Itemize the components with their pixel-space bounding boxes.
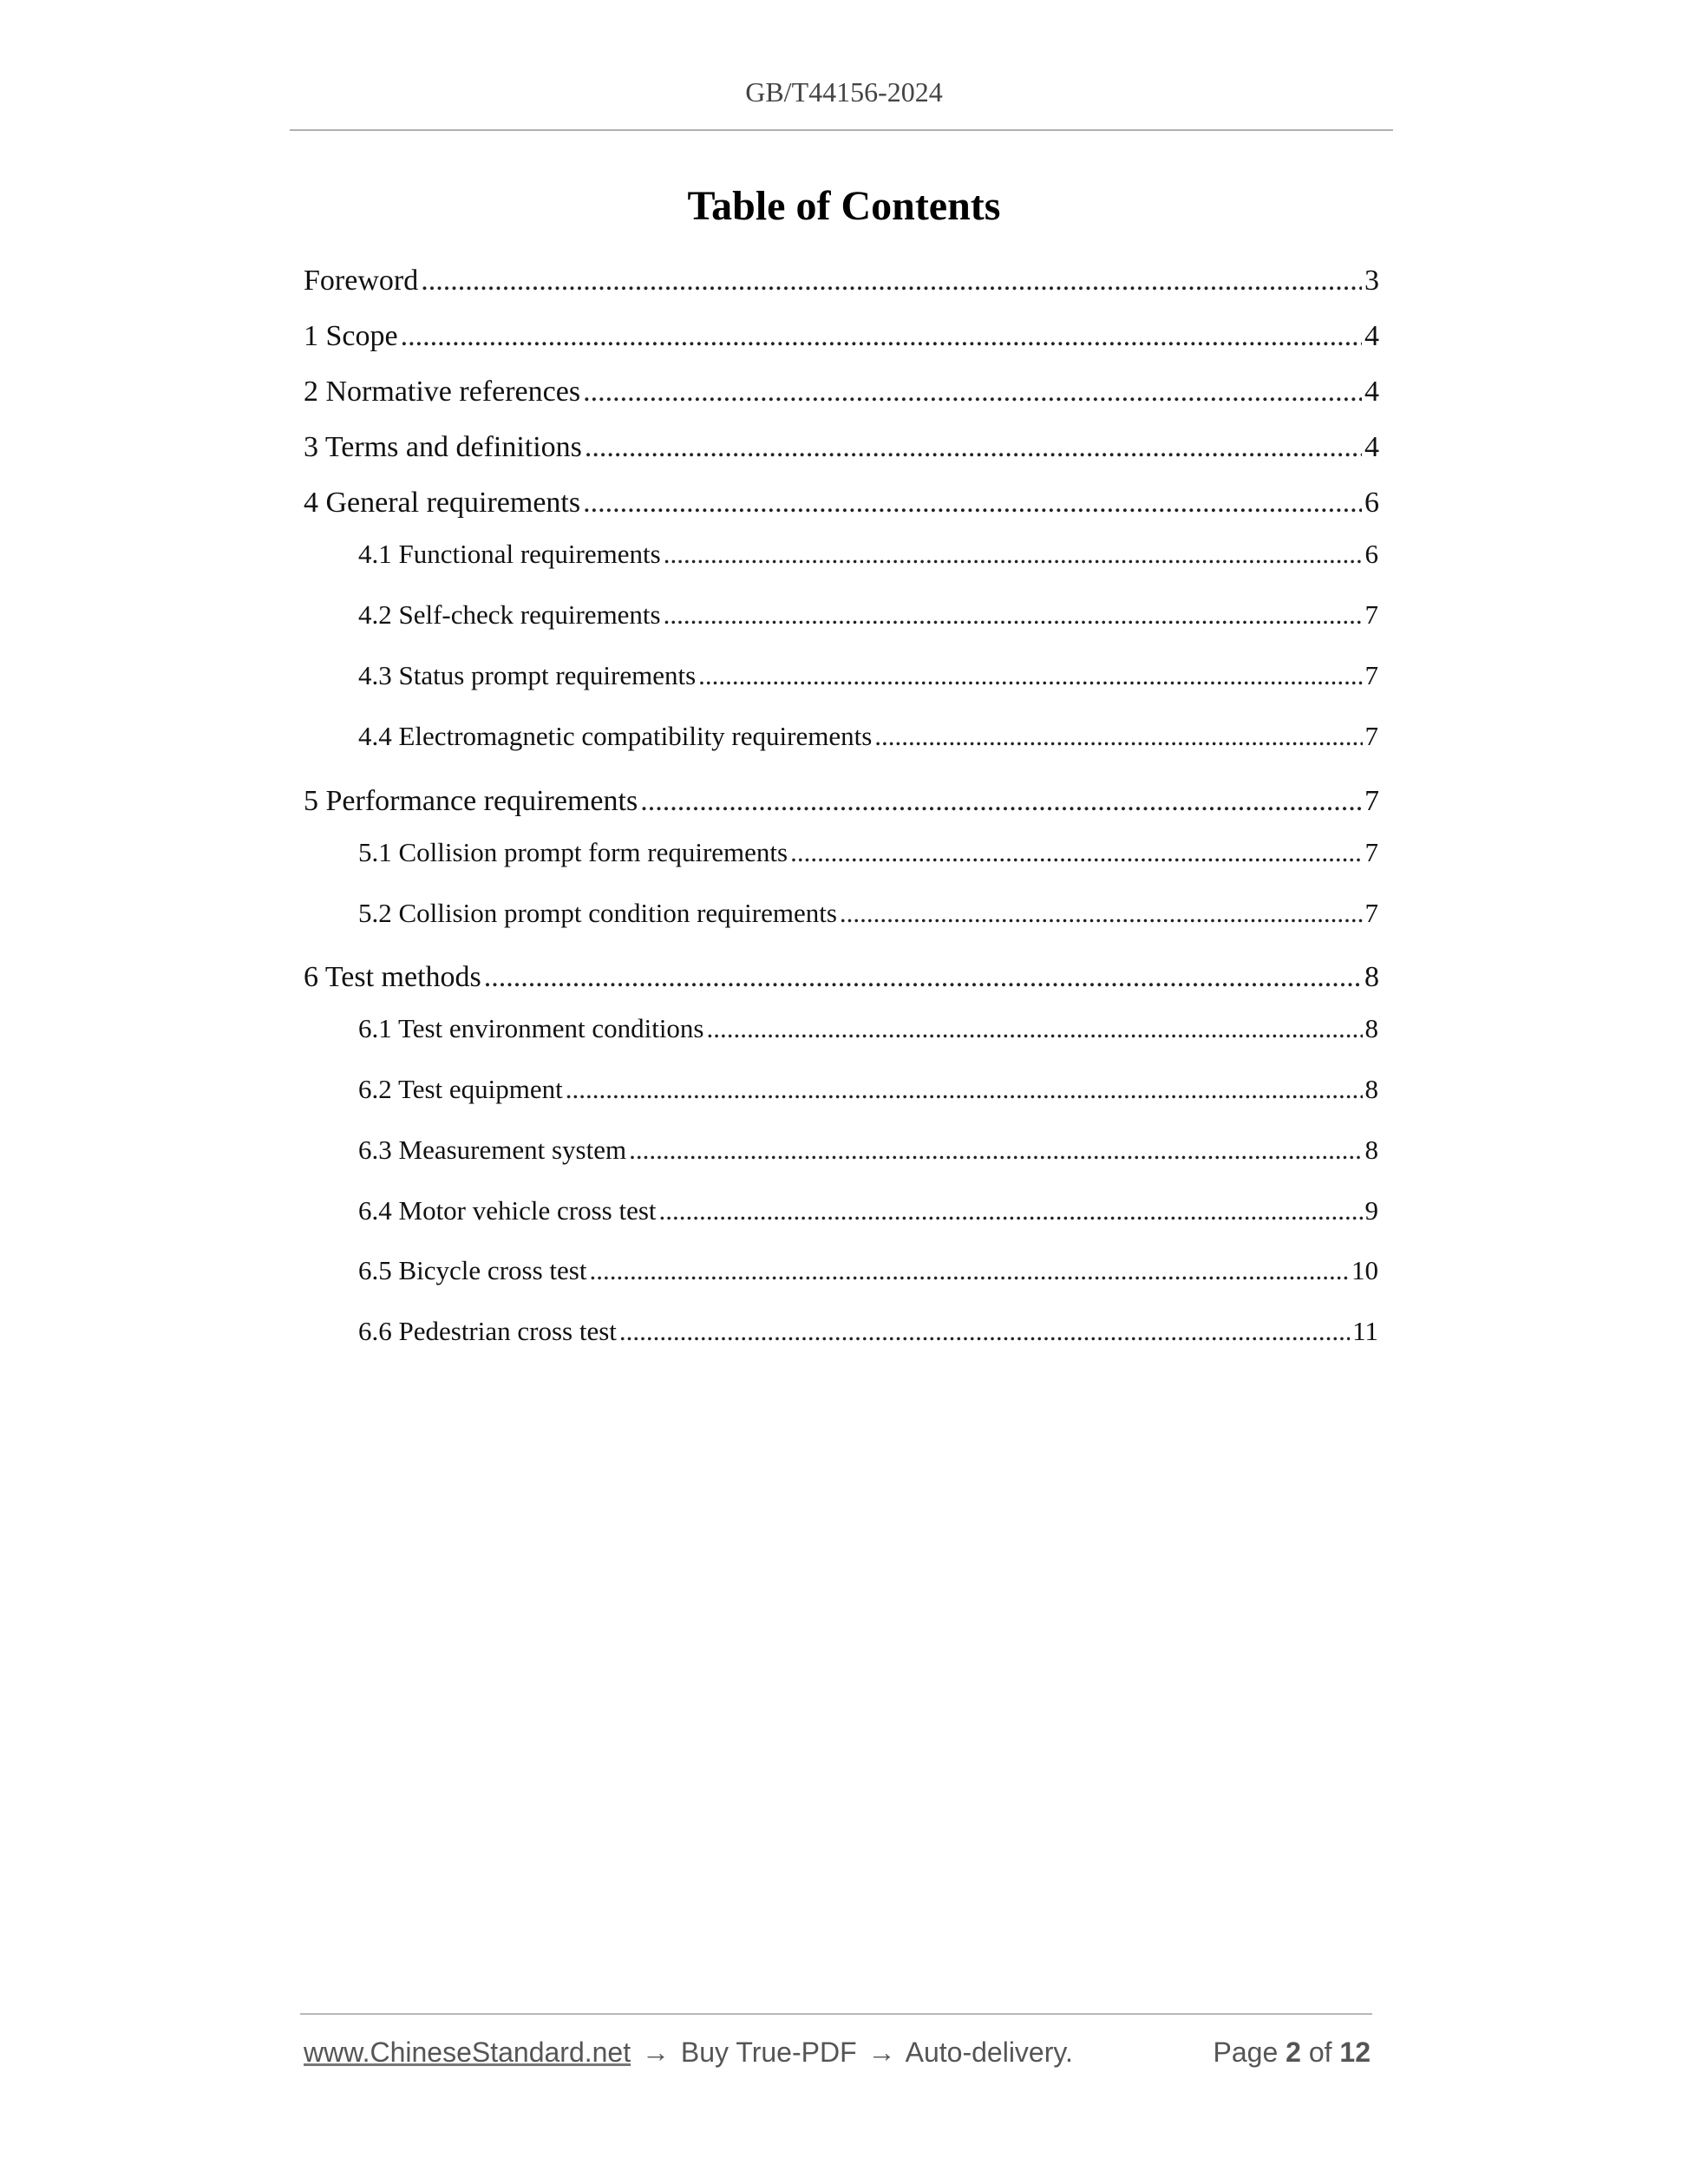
- toc-leader-dots: [640, 782, 1362, 821]
- toc-leader-dots: [664, 537, 1363, 572]
- toc-entry-label: Foreword: [304, 265, 419, 297]
- toc-entry-label: 6.5 Bicycle cross test: [358, 1255, 587, 1285]
- toc-leader-dots: [619, 1314, 1350, 1349]
- toc-entry-collision-prompt-form[interactable]: [358, 835, 1378, 870]
- toc-entry-label: 6 Test methods: [304, 961, 481, 993]
- toc-entry-test-equipment[interactable]: [358, 1072, 1378, 1107]
- toc-leader-dots: [707, 1011, 1363, 1046]
- toc-entry-emc-requirements[interactable]: [358, 719, 1378, 754]
- toc-entry-label: 5 Performance requirements: [304, 785, 638, 817]
- toc-entry-page: 10: [1351, 1255, 1378, 1285]
- toc-leader-dots: [484, 958, 1362, 997]
- toc-entry-page: 4: [1364, 320, 1379, 352]
- toc-entry-page: 4: [1364, 376, 1379, 408]
- toc-entry-measurement-system[interactable]: [358, 1133, 1378, 1167]
- total-pages-number: 12: [1339, 2037, 1371, 2068]
- toc-entry-page: 6: [1364, 539, 1378, 569]
- toc-leader-dots: [664, 598, 1363, 632]
- footer-promo: [304, 2033, 1073, 2071]
- toc-entry-pedestrian-cross-test[interactable]: [358, 1314, 1378, 1349]
- toc-entry-label: 5.1 Collision prompt form requirements: [358, 837, 788, 867]
- footer: [304, 2033, 1371, 2071]
- toc-leader-dots: [566, 1072, 1363, 1107]
- toc-leader-dots: [874, 719, 1362, 754]
- toc-leader-dots: [790, 835, 1362, 870]
- toc-entry-functional-requirements[interactable]: [358, 537, 1378, 572]
- toc-entry-label: 6.3 Measurement system: [358, 1135, 627, 1165]
- of-word: of: [1308, 2037, 1332, 2068]
- header-divider: [290, 129, 1393, 131]
- toc-entry-label: 4.2 Self-check requirements: [358, 599, 661, 630]
- toc-leader-dots: [583, 373, 1362, 411]
- arrow-right-icon: →: [642, 2037, 670, 2068]
- toc-entry-collision-prompt-condition[interactable]: [358, 896, 1378, 931]
- toc-title: Table of Contents: [687, 183, 1001, 229]
- toc-entry-page: 7: [1364, 660, 1378, 690]
- toc-leader-dots: [659, 1193, 1363, 1228]
- toc-entry-label: 4.1 Functional requirements: [358, 539, 661, 569]
- toc-entry-page: 8: [1364, 1135, 1378, 1165]
- toc-entry-normative-references[interactable]: [304, 373, 1379, 411]
- toc-entry-page: 8: [1364, 1013, 1378, 1043]
- toc-entry-label: 6.4 Motor vehicle cross test: [358, 1195, 657, 1226]
- toc-entry-status-prompt-requirements[interactable]: [358, 658, 1378, 693]
- toc-entry-terms-definitions[interactable]: [304, 428, 1379, 467]
- toc-entry-performance-requirements[interactable]: [304, 782, 1379, 821]
- toc-entry-label: 1 Scope: [304, 320, 398, 352]
- toc-entry-page: 6: [1364, 487, 1379, 519]
- toc-entry-page: 7: [1364, 785, 1379, 817]
- toc-leader-dots: [583, 484, 1362, 522]
- toc-entry-label: 2 Normative references: [304, 376, 581, 408]
- toc-entry-foreword[interactable]: [304, 262, 1379, 300]
- page-indicator: [1214, 2033, 1371, 2071]
- toc-entry-page: 7: [1364, 898, 1378, 928]
- toc-leader-dots: [401, 317, 1362, 356]
- toc-entry-label: 6.6 Pedestrian cross test: [358, 1316, 617, 1346]
- arrow-right-icon: →: [867, 2037, 896, 2068]
- toc-entry-page: 3: [1364, 265, 1379, 297]
- toc-entry-general-requirements[interactable]: [304, 484, 1379, 522]
- toc-entry-page: 11: [1352, 1316, 1378, 1346]
- toc-entry-page: 4: [1364, 431, 1379, 463]
- toc-entry-motor-vehicle-cross-test[interactable]: [358, 1193, 1378, 1228]
- toc-entry-label: 5.2 Collision prompt condition requirements: [358, 898, 837, 928]
- toc-entry-scope[interactable]: [304, 317, 1379, 356]
- toc-leader-dots: [589, 1253, 1349, 1288]
- toc-entry-page: 7: [1364, 599, 1378, 630]
- toc-entry-self-check-requirements[interactable]: [358, 598, 1378, 632]
- site-link[interactable]: www.ChineseStandard.net: [304, 2037, 631, 2068]
- toc-entry-label: 4 General requirements: [304, 487, 581, 519]
- delivery-text: Auto-delivery.: [905, 2037, 1073, 2068]
- toc-entry-page: 9: [1364, 1195, 1378, 1226]
- toc-entry-test-environment[interactable]: [358, 1011, 1378, 1046]
- toc-entry-label: 4.3 Status prompt requirements: [358, 660, 697, 690]
- toc-entry-page: 7: [1364, 837, 1378, 867]
- toc-entry-label: 6.1 Test environment conditions: [358, 1013, 704, 1043]
- toc-leader-dots: [421, 262, 1362, 300]
- toc-leader-dots: [698, 658, 1362, 693]
- current-page-number: 2: [1286, 2037, 1301, 2068]
- toc-entry-bicycle-cross-test[interactable]: [358, 1253, 1378, 1288]
- footer-divider: [300, 2013, 1372, 2015]
- toc-entry-test-methods[interactable]: [304, 958, 1379, 997]
- toc-entry-page: 7: [1364, 721, 1378, 751]
- toc-entry-page: 8: [1364, 961, 1379, 993]
- document-code: GB/T44156-2024: [745, 76, 943, 108]
- toc-entry-label: 4.4 Electromagnetic compatibility requirements: [358, 721, 873, 751]
- toc-leader-dots: [840, 896, 1363, 931]
- page-word: Page: [1213, 2037, 1279, 2068]
- toc-leader-dots: [629, 1133, 1362, 1167]
- toc-entry-page: 8: [1364, 1074, 1378, 1104]
- toc-entry-label: 3 Terms and definitions: [304, 431, 582, 463]
- toc-entry-label: 6.2 Test equipment: [358, 1074, 563, 1104]
- buy-pdf-text: Buy True-PDF: [680, 2037, 857, 2068]
- toc-leader-dots: [585, 428, 1362, 467]
